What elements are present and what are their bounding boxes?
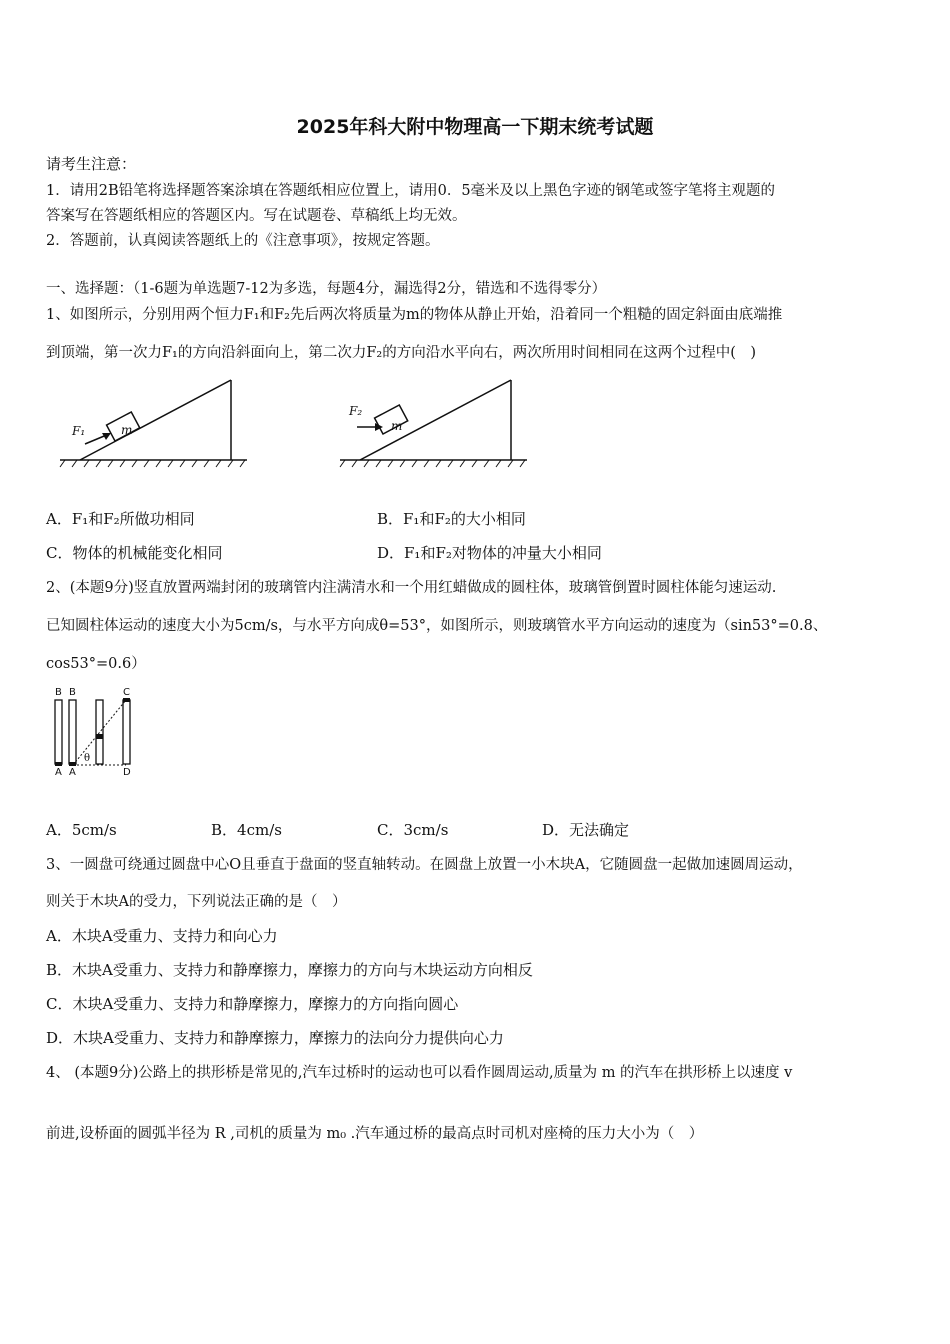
q2-label-c: C: [123, 687, 130, 698]
q2-label-b1: B: [55, 687, 62, 698]
q4-stem-line2: 前进,设桥面的圆弧半径为 R ,司机的质量为 m₀ .汽车通过桥的最高点时司机对座椅的压力大小为（ ）: [46, 1126, 704, 1142]
q2-label-a1: A: [55, 767, 62, 778]
q2-stem-line3: cos53°=0.6）: [46, 656, 146, 672]
q3-option-a[interactable]: A．木块A受重力、支持力和向心力: [46, 927, 278, 945]
notice-line-2: 2．答题前，认真阅读答题纸上的《注意事项》，按规定答题。: [46, 233, 440, 249]
q1-option-d[interactable]: D．F₁和F₂对物体的冲量大小相同: [377, 544, 602, 562]
q2-option-c[interactable]: C．3cm/s: [377, 821, 449, 839]
q2-label-a2: A: [69, 767, 76, 778]
q1-fig1-block-label: m: [121, 423, 133, 437]
q1-stem-line1: 1、如图所示，分别用两个恒力F₁和F₂先后两次将质量为m的物体从静止开始，沿着同一个粗糙的固定斜面由底端推: [46, 307, 783, 323]
q2-label-b2: B: [69, 687, 76, 698]
q4-stem-line1: 4、 (本题9分)公路上的拱形桥是常见的,汽车过桥时的运动也可以看作圆周运动,质量为 m 的汽车在拱形桥上以速度 v: [46, 1065, 793, 1081]
notice-line-1a: 1．请用2B铅笔将选择题答案涂填在答题纸相应位置上，请用0．5毫米及以上黑色字迹的钢笔或签字笔将主观题的: [46, 183, 776, 199]
q2-label-theta: θ: [84, 753, 91, 764]
section-heading: 一、选择题：（1-6题为单选题7-12为多选，每题4分，漏选得2分，错选和不选得零分）: [46, 281, 607, 297]
q3-stem-line2: 则关于木块A的受力，下列说法正确的是（ ）: [46, 894, 347, 910]
page-title: 2025年科大附中物理高一下期末统考试题: [296, 116, 654, 138]
q1-figure-incline-2: [335, 372, 535, 472]
q3-option-b[interactable]: B．木块A受重力、支持力和静摩擦力，摩擦力的方向与木块运动方向相反: [46, 961, 533, 979]
q1-fig1-force-label: F₁: [72, 424, 86, 438]
q2-option-b[interactable]: B．4cm/s: [211, 821, 282, 839]
q2-stem-line2: 已知圆柱体运动的速度大小为5cm/s，与水平方向成θ=53°，如图所示，则玻璃管水平方向运动的速度为（sin53°=0.8、: [46, 618, 828, 634]
q2-option-d[interactable]: D．无法确定: [542, 821, 630, 839]
q2-stem-line1: 2、(本题9分)竖直放置两端封闭的玻璃管内注满清水和一个用红蜡做成的圆柱体，玻璃管倒置时圆柱体能匀速运动.: [46, 580, 777, 596]
notice-heading: 请考生注意：: [46, 155, 137, 173]
q2-label-d: D: [123, 767, 131, 778]
q3-option-c[interactable]: C．木块A受重力、支持力和静摩擦力，摩擦力的方向指向圆心: [46, 995, 459, 1013]
q1-stem-line2: 到顶端，第一次力F₁的方向沿斜面向上，第二次力F₂的方向沿水平向右，两次所用时间相同在这两个过程中( ): [46, 345, 757, 361]
q1-option-b[interactable]: B．F₁和F₂的大小相同: [377, 510, 526, 528]
q1-figure-incline-1: [55, 372, 255, 472]
q3-option-d[interactable]: D．木块A受重力、支持力和静摩擦力，摩擦力的法向分力提供向心力: [46, 1029, 504, 1047]
q1-option-a[interactable]: A．F₁和F₂所做功相同: [46, 510, 195, 528]
notice-line-1b: 答案写在答题纸相应的答题区内。写在试题卷、草稿纸上均无效。: [46, 208, 467, 224]
q1-option-c[interactable]: C．物体的机械能变化相同: [46, 544, 223, 562]
q2-option-a[interactable]: A．5cm/s: [46, 821, 117, 839]
q1-fig2-force-label: F₂: [349, 404, 363, 418]
q3-stem-line1: 3、一圆盘可绕通过圆盘中心O且垂直于盘面的竖直轴转动。在圆盘上放置一小木块A，它随圆盘一起做加速圆周运动，: [46, 857, 803, 873]
q2-figure-tubes: [48, 686, 148, 786]
q1-fig2-block-label: m: [391, 419, 403, 433]
